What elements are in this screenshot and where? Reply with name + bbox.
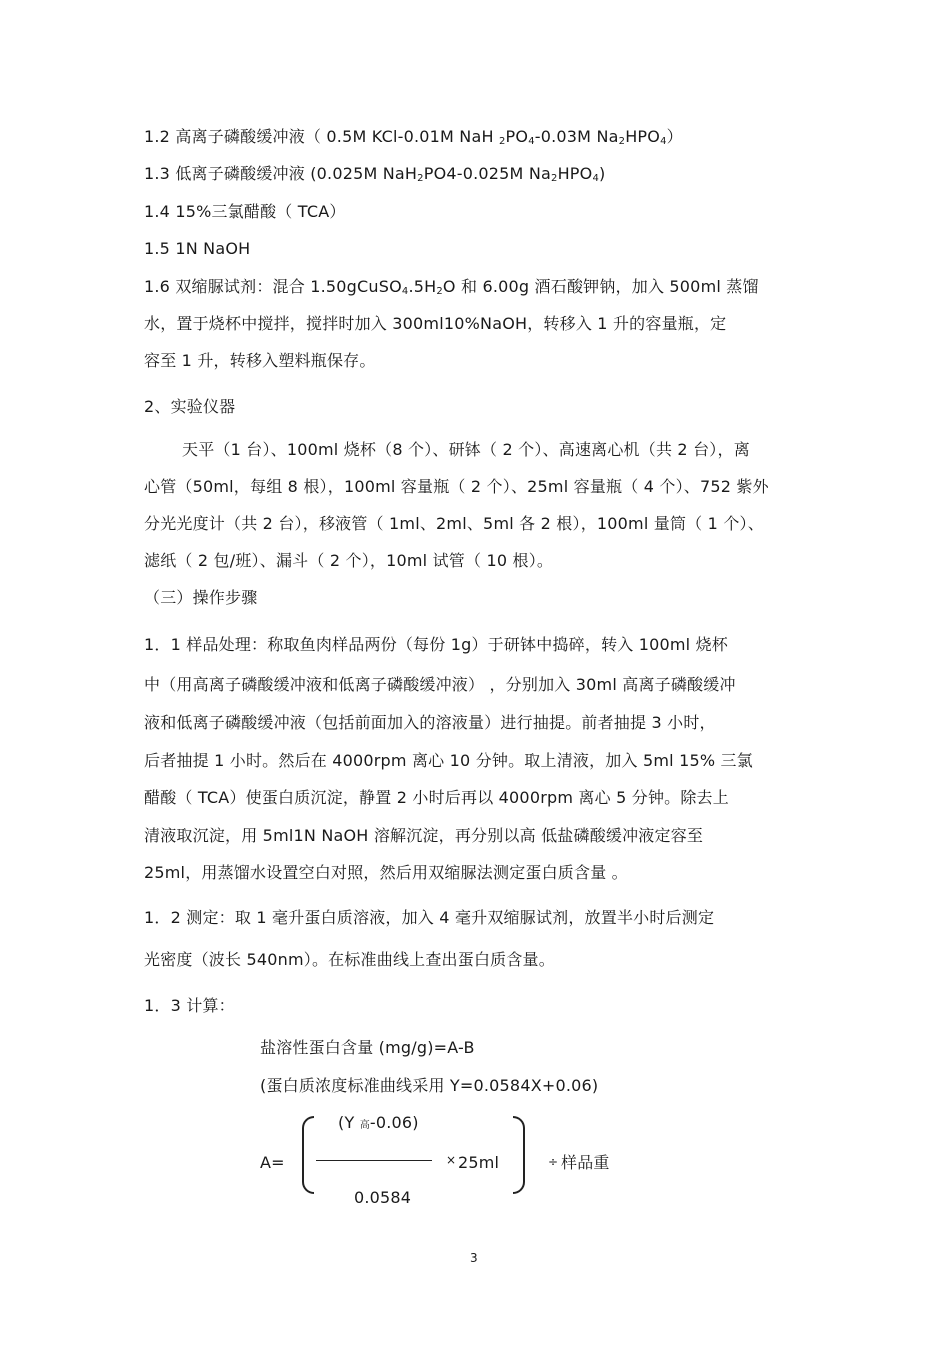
instruments-line4: 滤纸（ 2 包/班）、漏斗（ 2 个），10ml 试管（ 10 根）。 bbox=[144, 551, 554, 570]
right-brace bbox=[513, 1116, 525, 1194]
instruments-line2: 心管（50ml，每组 8 根），100ml 容量瓶（ 2 个）、25ml 容量瓶（ 4 个）、752 紫外 bbox=[144, 477, 769, 496]
step-1-1-line2: 中（用高离子磷酸缓冲液和低离子磷酸缓冲液） ，分别加入 30ml 高离子磷酸缓冲 bbox=[144, 675, 736, 694]
formula-divisor: 样品重 bbox=[561, 1153, 610, 1172]
formula-line2: (蛋白质浓度标准曲线采用 Y=0.0584X+0.06) bbox=[260, 1076, 599, 1095]
reagent-1-2: 1.2 高离子磷酸缓冲液（ 0.5M KCl-0.01M NaH $_2PO_4-0.03M$ $Na_2HPO_4$） bbox=[144, 127, 683, 147]
section-heading-procedure: （三）操作步骤 bbox=[144, 588, 258, 607]
step-1-1-line3: 液和低离子磷酸缓冲液（包括前面加入的溶液量）进行抽提。前者抽提 3 小时， bbox=[144, 713, 716, 732]
step-1-1-line7: 25ml，用蒸馏水设置空白对照，然后用双缩脲法测定蛋白质含量 。 bbox=[144, 863, 628, 882]
step-1-1-line6: 清液取沉淀，用 5ml1N NaOH 溶解沉淀，再分别以高 低盐磷酸缓冲液定容至 bbox=[144, 826, 704, 845]
step-1-2-line2: 光密度（波长 540nm）。在标准曲线上查出蛋白质含量。 bbox=[144, 950, 555, 969]
times-symbol: × bbox=[446, 1153, 457, 1167]
formula-line1: 盐溶性蛋白含量 (mg/g)=A-B bbox=[260, 1038, 475, 1057]
instruments-line1: 天平（1 台）、100ml 烧杯（8 个）、研钵（ 2 个）、高速离心机（共 2 台），离 bbox=[182, 440, 750, 459]
reagent-1-5: 1.5 1N NaOH bbox=[144, 239, 251, 258]
divide-symbol: ÷ bbox=[548, 1155, 559, 1169]
step-1-1-line1: 1．1 样品处理：称取鱼肉样品两份（每份 1g）于研钵中捣碎，转入 100ml 烧杯 bbox=[144, 635, 729, 654]
formula-numerator: (Y 高-0.06) bbox=[338, 1113, 419, 1132]
step-1-2-line1: 1．2 测定：取 1 毫升蛋白质溶液，加入 4 毫升双缩脲试剂，放置半小时后测定 bbox=[144, 908, 715, 927]
reagent-1-6-line2: 水，置于烧杯中搅拌，搅拌时加入 300ml10%NaOH，转移入 1 升的容量瓶，定 bbox=[144, 314, 727, 333]
fraction-bar bbox=[316, 1160, 432, 1161]
section-heading-instruments: 2、实验仪器 bbox=[144, 397, 236, 416]
page-number: 3 bbox=[470, 1251, 478, 1265]
formula-multiplier: 25ml bbox=[458, 1153, 500, 1172]
formula-lhs: A= bbox=[260, 1153, 285, 1172]
instruments-line3: 分光光度计（共 2 台），移液管（ 1ml、2ml、5ml 各 2 根），100ml 量筒（ 1 个）、 bbox=[144, 514, 764, 533]
step-1-1-line4: 后者抽提 1 小时。然后在 4000rpm 离心 10 分钟。取上清液，加入 5ml 15% 三氯 bbox=[144, 751, 753, 770]
step-1-1-line5: 醋酸（ TCA）使蛋白质沉淀，静置 2 小时后再以 4000rpm 离心 5 分钟。除去上 bbox=[144, 788, 729, 807]
left-brace bbox=[302, 1116, 314, 1194]
reagent-1-6-line1: 1.6 双缩脲试剂：混合 $1.50gCuSO_4.5H_2O$ 和 6.00g 酒石酸钾钠，加入 500ml 蒸馏 bbox=[144, 277, 759, 297]
reagent-1-4: 1.4 15%三氯醋酸（ TCA） bbox=[144, 202, 346, 221]
formula-denominator: 0.0584 bbox=[354, 1188, 412, 1207]
reagent-1-3: 1.3 低离子磷酸缓冲液 (0.025M NaH$_2$PO4-0.025M $Na_2HPO_4$) bbox=[144, 164, 606, 184]
reagent-1-6-line3: 容至 1 升，转移入塑料瓶保存。 bbox=[144, 351, 376, 370]
step-1-3-heading: 1．3 计算： bbox=[144, 996, 235, 1015]
